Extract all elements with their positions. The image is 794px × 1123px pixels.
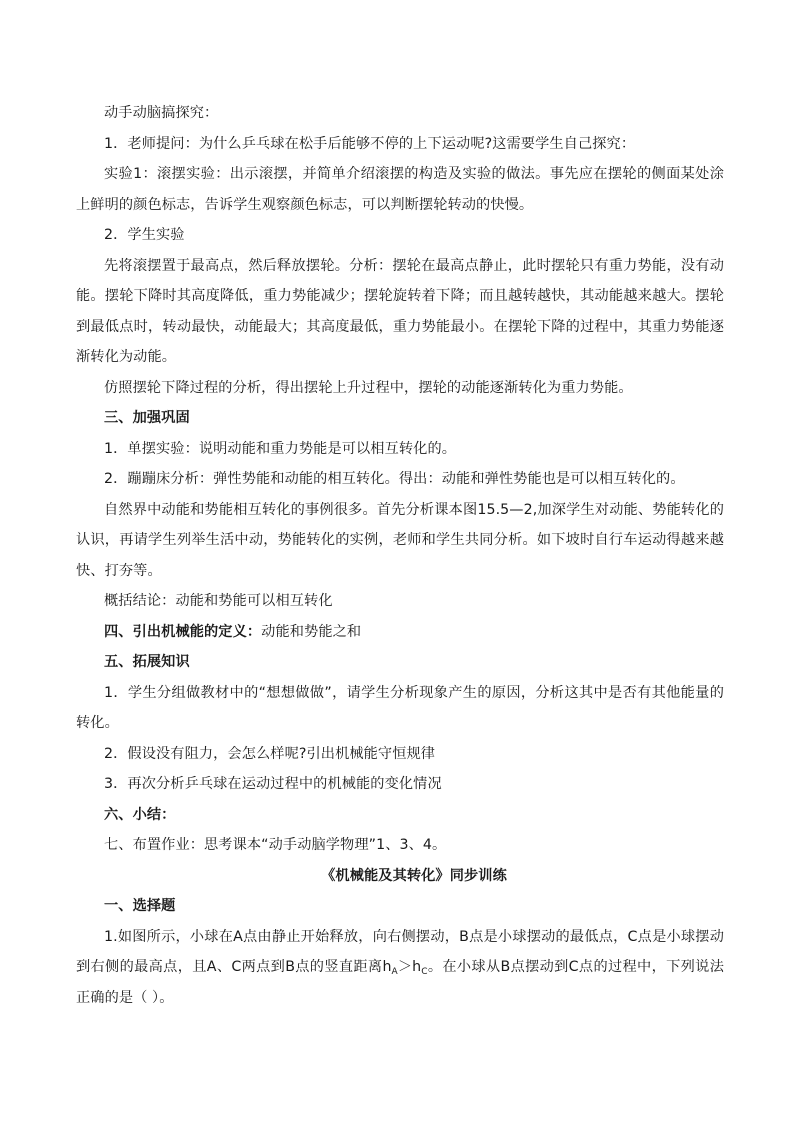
section-heading-choice: 一、选择题: [104, 898, 176, 914]
paragraph-student-experiment: 2．学生实验: [104, 227, 185, 243]
section-heading-summary: 六、小结：: [104, 806, 176, 823]
paragraph-analysis: 先将滚摆置于最高点，然后释放摆轮。分析：摆轮在最高点静止，此时摆轮只有重力势能，没有动能。摆轮下降时其高度降低，重力势能减少；摆轮旋转着下降；而且越转越快，其动能越来越大。摆轮到最低点时，转动最快，动能最大；其高度最低，重力势能最小。在摆轮下降的过程中，其重力势能逐渐转化为动能。: [76, 257, 724, 365]
paragraph-experiment-1: 实验1：滚摆实验：出示滚摆，并简单介绍滚摆的构造及实验的做法。事先应在摆轮的侧面某处涂上鲜明的颜色标志，告诉学生观察颜色标志，可以判断摆轮转动的快慢。: [76, 166, 724, 213]
paragraph-teacher-question: 1．老师提问：为什么乒乓球在松手后能够不停的上下运动呢?这需要学生自己探究：: [104, 135, 636, 152]
question-1-gt: ＞h: [397, 959, 422, 975]
document-body: [76, 98, 724, 1013]
paragraph-pingpong: 3．再次分析乒乓球在运动过程中的机械能的变化情况: [104, 776, 442, 792]
paragraph-nature-examples: 自然界中动能和势能相互转化的事例很多。首先分析课本图15.5—2,加深学生对动能、势能转化的认识，再请学生列举生活中动，势能转化的实例，老师和学生共同分析。如下坡时自行车运动得越来越快、打夯等。: [76, 501, 724, 579]
paragraph-trampoline: 2．蹦蹦床分析：弹性势能和动能的相互转化。得出：动能和弹性势能也是可以相互转化的。: [104, 471, 685, 487]
paragraph-no-resistance: 2．假设没有阻力，会怎么样呢?引出机械能守恒规律: [104, 745, 436, 762]
section-heading-consolidate: 三、加强巩固: [104, 410, 190, 426]
paragraph-conclusion: 概括结论：动能和势能可以相互转化: [104, 593, 333, 609]
subscript-c: C: [421, 967, 428, 977]
section-heading-extend: 五、拓展知识: [104, 654, 190, 670]
paragraph-homework: 七、布置作业：思考课本“动手动脑学物理”1、3、4。: [104, 837, 447, 853]
question-1-text-a: 1.如图所示，小球在A点由静止开始释放，向右侧摆动，B点是小球摆动的最低点，C点是小球摆动到右侧的最高点，且A、C两点到B点的竖直距离h: [76, 928, 724, 975]
question-1: [76, 922, 724, 1014]
practice-title: 《机械能及其转化》同步训练: [321, 867, 507, 884]
paragraph-hands-on-heading: 动手动脑搞探究：: [104, 105, 219, 121]
paragraph-pendulum: 1．单摆实验：说明动能和重力势能是可以相互转化的。: [104, 440, 457, 457]
heading-rest-part: 动能和势能之和: [261, 623, 362, 640]
heading-bold-part: 四、引出机械能的定义：: [104, 623, 262, 640]
section-heading-mechanical-energy: [76, 617, 724, 648]
paragraph-rising-analysis: 仿照摆轮下降过程的分析，得出摆轮上升过程中，摆轮的动能逐渐转化为重力势能。: [104, 379, 633, 396]
subscript-a: A: [391, 967, 398, 977]
question-1-text-b: 。在小球从B点摆动到C点的过程中，下列说法正确的是（ ）。: [76, 959, 724, 1006]
paragraph-group-work: 1．学生分组做教材中的“想想做做”，请学生分析现象产生的原因，分析这其中是否有其他能量的转化。: [76, 684, 724, 731]
